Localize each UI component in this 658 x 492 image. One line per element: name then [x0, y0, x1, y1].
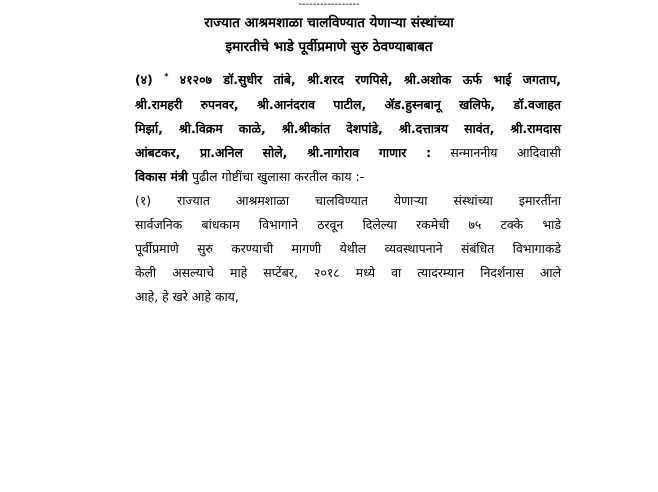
minister-name: विकास मंत्री [135, 169, 188, 184]
members-line-4-row [135, 144, 561, 161]
sub-question-line-5: आहे, हे खरे आहे काय, [135, 289, 239, 304]
members-line-4: आंबटकर, प्रा.अनिल सोले, श्री.नागोराव गाणार : [135, 145, 432, 160]
minister-line-row [135, 168, 561, 185]
sub-question-line-3: पूर्वीप्रमाणे सुरु करण्याची मागणी येथील व्यवस्थापनाने संबंधित विभागाकडे [135, 241, 561, 256]
title-line-1: राज्यात आश्रमशाळा चालविण्यात येणाऱ्या संस्थांच्या [204, 15, 454, 31]
minister-ask: पुढील गोष्टींचा खुलासा करतील काय :- [191, 169, 365, 184]
question-number: (४) [135, 72, 153, 87]
question-id: ४१२०७ [179, 72, 212, 87]
sub-question-line-2: सार्वजनिक बांधकाम विभागाने ठरवून दिलेल्या रकमेची ७५ टक्के भाडे [135, 217, 561, 232]
members-line-2: श्री.रामहरी रुपनवर, श्री.आनंदराव पाटील, ॲड.हुस्नबानू खलिफे, डॉ.वजाहत [135, 97, 561, 112]
sub-question-line-1 [135, 192, 561, 209]
question-header-line [135, 71, 561, 88]
sub-question-line-4: केली असल्याचे माहे सप्टेंबर, २०१८ मध्ये वा त्यादरम्यान निदर्शनास आले [135, 265, 561, 280]
minister-intro: सन्माननीय आदिवासी [450, 145, 561, 160]
sub-question-text-1: राज्यात आश्रमशाळा चालविण्यात येणाऱ्या संस्थांच्या इमारतींना [177, 193, 561, 208]
top-rule: ----------------- [298, 0, 360, 10]
sub-question-number: (१) [135, 193, 152, 208]
star-marker: * [164, 71, 169, 81]
title-line-2: इमारतीचे भाडे पूर्वीप्रमाणे सुरु ठेवण्याबाबत [225, 39, 433, 55]
members-line-1: डॉ.सुधीर तांबे, श्री.शरद रणपिसे, श्री.अशोक ऊर्फ भाई जगताप, [223, 72, 561, 87]
members-line-3: मिर्झा, श्री.विक्रम काळे, श्री.श्रीकांत देशपांडे, श्री.दत्तात्रय सावंत, श्री.रामदास [135, 121, 561, 136]
